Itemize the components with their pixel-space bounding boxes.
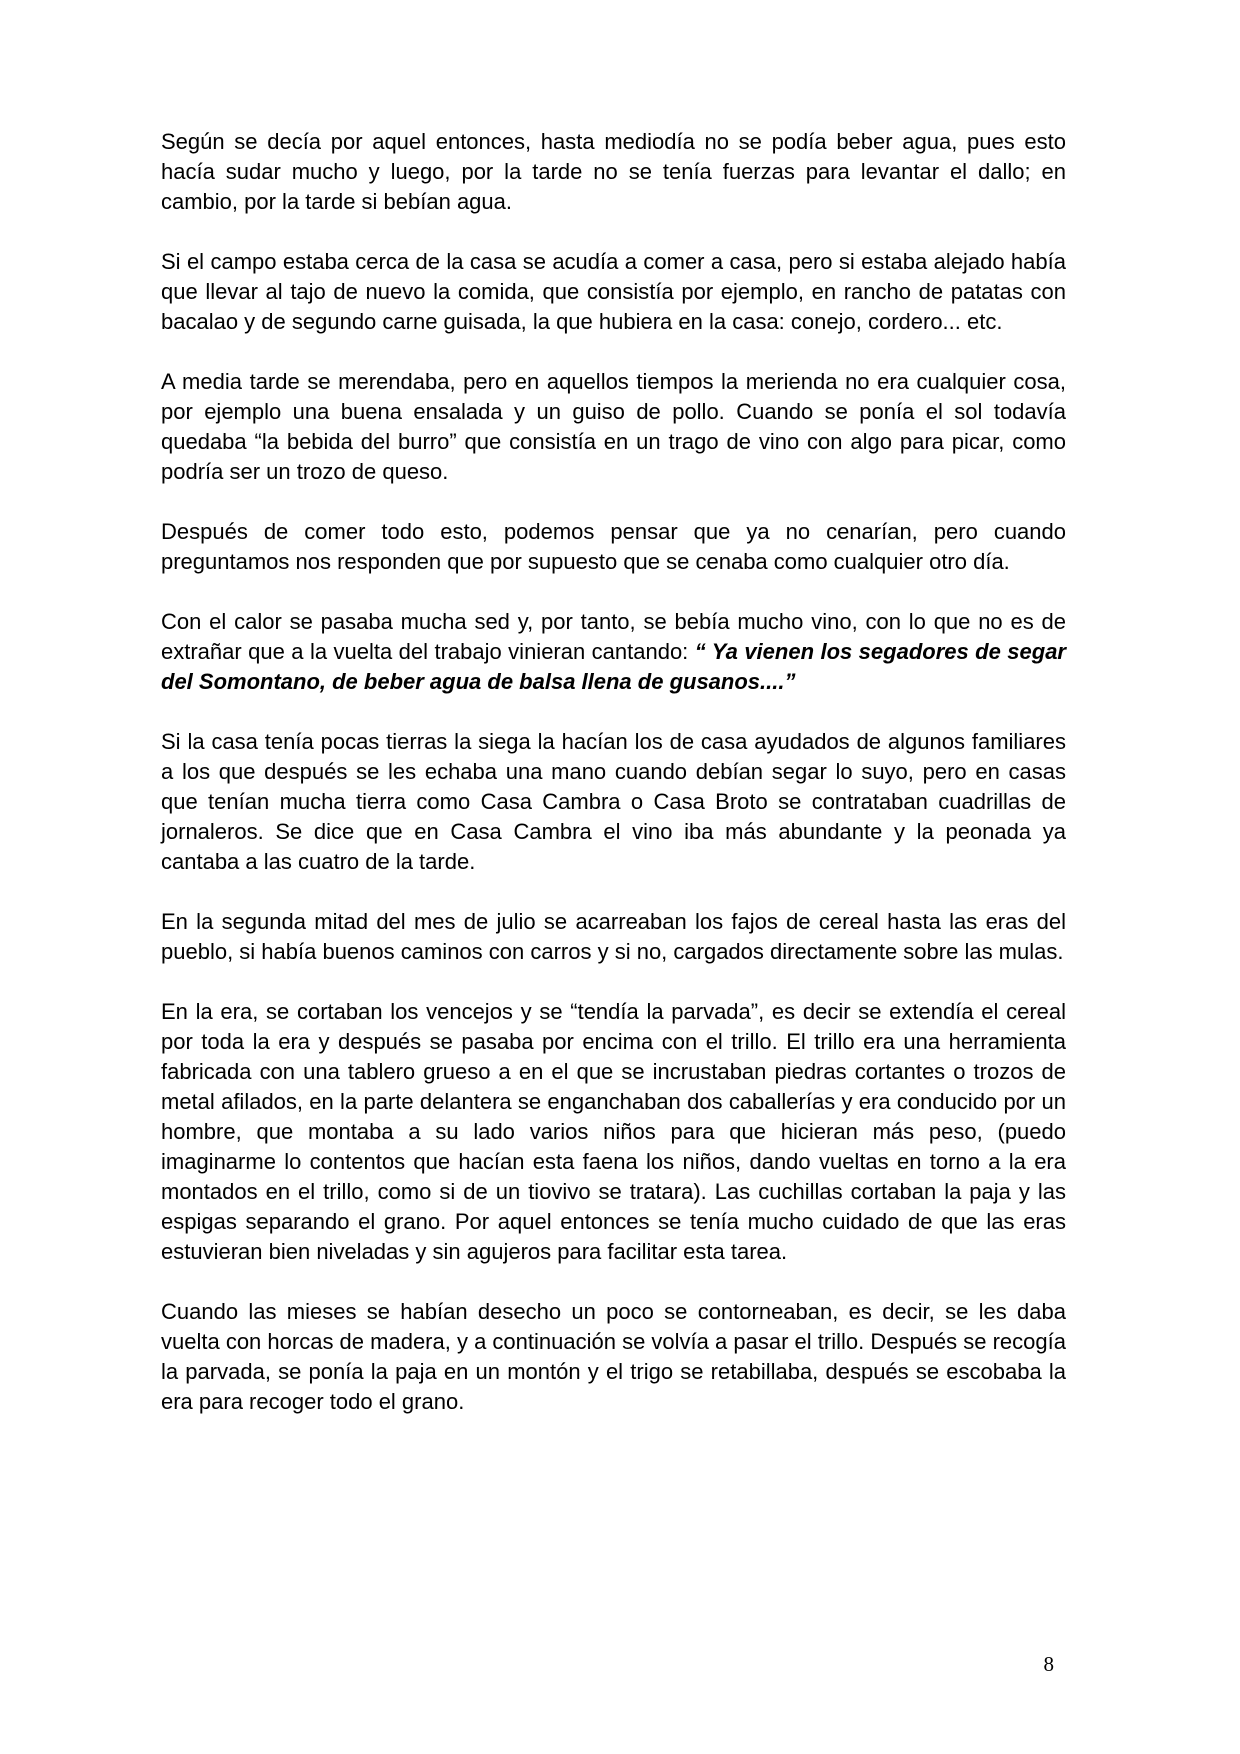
paragraph: Si la casa tenía pocas tierras la siega la hacían los de casa ayudados de algunos familiares a los que después se les echaba una mano cuando debían segar lo suyo, pero en casas que tenían mucha tierra como Casa Cambra o Casa Broto se contrataban cuadrillas de jornaleros. Se dice que en Casa Cambra el vino iba más abundante y la peonada ya cantaba a las cuatro de la tarde. <box>161 729 1066 874</box>
paragraph: Según se decía por aquel entonces, hasta mediodía no se podía beber agua, pues esto hacía sudar mucho y luego, por la tarde no se tenía fuerzas para levantar el dallo; en cambio, por la tarde si bebían agua. <box>161 129 1066 214</box>
page-number: 8 <box>1043 1652 1054 1676</box>
paragraph: Si el campo estaba cerca de la casa se acudía a comer a casa, pero si estaba alejado había que llevar al tajo de nuevo la comida, que consistía por ejemplo, en rancho de patatas con bacalao y de segundo carne guisada, la que hubiera en la casa: conejo, cordero... etc. <box>161 249 1066 334</box>
paragraph: A media tarde se merendaba, pero en aquellos tiempos la merienda no era cualquier cosa, por ejemplo una buena ensalada y un guiso de pollo. Cuando se ponía el sol todavía quedaba “la bebida del burro” que consistía en un trago de vino con algo para picar, como podría ser un trozo de queso. <box>161 369 1066 484</box>
paragraph: Cuando las mieses se habían desecho un poco se contorneaban, es decir, se les daba vuelta con horcas de madera, y a continuación se volvía a pasar el trillo. Después se recogía la parvada, se ponía la paja en un montón y el trigo se retabillaba, después se escobaba la era para recoger todo el grano. <box>161 1299 1066 1414</box>
quoted-song-text: “ Ya vienen los segadores de segar del Somontano, de beber agua de balsa llena de gusanos....” <box>161 639 1066 694</box>
paragraph-text: Con el calor se pasaba mucha sed y, por tanto, se bebía mucho vino, con lo que no es de extrañar que a la vuelta del trabajo vinieran cantando: <box>161 609 1066 664</box>
paragraph: Después de comer todo esto, podemos pensar que ya no cenarían, pero cuando preguntamos nos responden que por supuesto que se cenaba como cualquier otro día. <box>161 519 1066 574</box>
paragraph: En la segunda mitad del mes de julio se acarreaban los fajos de cereal hasta las eras del pueblo, si había buenos caminos con carros y si no, cargados directamente sobre las mulas. <box>161 909 1066 964</box>
paragraph: En la era, se cortaban los vencejos y se “tendía la parvada”, es decir se extendía el cereal por toda la era y después se pasaba por encima con el trillo. El trillo era una herramienta fabricada con una tablero grueso a en el que se incrustaban piedras cortantes o trozos de metal afilados, en la parte delantera se enganchaban dos caballerías y era conducido por un hombre, que montaba a su lado varios niños para que hicieran más peso, (puedo imaginarme lo contentos que hacían esta faena los niños, dando vueltas en torno a la era montados en el trillo, como si de un tiovivo se tratara). Las cuchillas cortaban la paja y las espigas separando el grano. Por aquel entonces se tenía mucho cuidado de que las eras estuvieran bien niveladas y sin agujeros para facilitar esta tarea. <box>161 999 1066 1264</box>
document-body <box>161 127 1066 1447</box>
paragraph <box>161 607 1066 697</box>
